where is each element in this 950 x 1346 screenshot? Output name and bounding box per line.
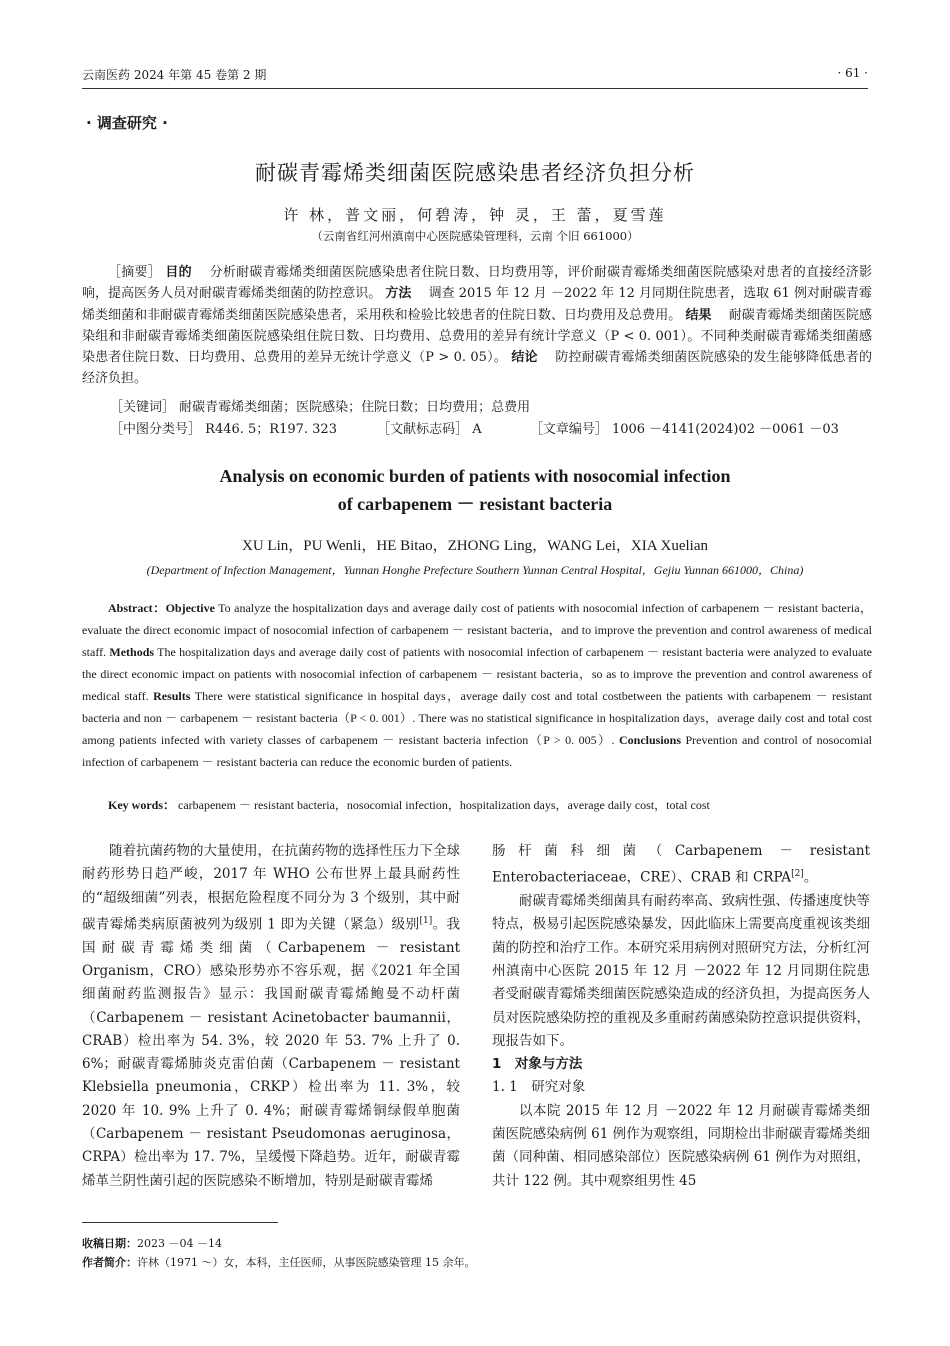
- section-heading-1: 1 对象与方法: [492, 1056, 583, 1073]
- conclusions-label-en: Conclusions: [619, 733, 682, 747]
- title-en-line1: Analysis on economic burden of patients with nosocomial infection: [219, 466, 731, 486]
- doc-code-value: A: [472, 422, 482, 437]
- citation-2[interactable]: [2]: [791, 869, 804, 880]
- author-bio: 许林（1971 ～）女，本科，主任医师，从事医院感染管理 15 余年。: [137, 1256, 476, 1269]
- footnote-received: [82, 1235, 222, 1251]
- article-number-label: ［文章编号］: [529, 422, 608, 437]
- article-number-value: 1006 －4141(2024)02 －0061 －03: [611, 422, 839, 437]
- keywords-cn-label: ［关键词］: [110, 400, 176, 415]
- body-paragraph: 耐碳青霉烯类细菌具有耐药率高、致病性强、传播速度快等特点，极易引起医院感染暴发，因此临床上需要高度重视该类细菌的防控和治疗工作。本研究采用病例对照研究方法，分析红河州滇南中心医院 2015 年 12 月 －2022 年 12 月同期住院患者受耐碳青霉烯类细菌医院感染造成的经济负担，为提高医务人员对医院感染防控的重视及多重耐药菌感染防控意识提供资料，现报告如下。: [492, 893, 870, 1049]
- methods-label-cn: 方法: [385, 286, 412, 302]
- doc-code-label: ［文献标志码］: [377, 422, 469, 437]
- received-date: 2023 －04 －14: [137, 1237, 222, 1250]
- keywords-en: [108, 796, 710, 813]
- methods-cn: 调查 2015 年 12 月 －2022 年 12 月同期住院患者，选取 61 例对耐碳青霉烯类细菌和非耐碳青霉烯类细菌医院感染患者，采用秩和检验比较患者的住院日数、日均费用及总费用。: [82, 286, 872, 323]
- objective-en: To analyze the hospitalization days and average daily cost of patients with nosocomial infection of carbapenem － resistant bacteria，evaluate the direct economic impact of nosocomial infection of carbapenem － resistant bacteria，and to improve the prevention and control awareness of medical staff.: [82, 601, 873, 659]
- results-en: There were statistical significance in hospital days，average daily cost and total costbetween the patients with carbapenem － resistant bacteria and non － carbapenem － resistant bacteria（P < 0. 001）. There was no statistical significance in hospitalization days，average daily cost and total cost among patients infected with variety classes of carbapenem － resistant bacteria infection（P > 0. 005）.: [82, 689, 872, 747]
- author-bio-label: 作者简介：: [82, 1256, 137, 1269]
- conclusions-en: Prevention and control of nosocomial infection of carbapenem － resistant bacteria can reduce the economic burden of patients.: [82, 733, 872, 769]
- conclusion-cn: 防控耐碳青霉烯类细菌医院感染的发生能够降低患者的经济负担。: [82, 350, 872, 387]
- keywords-cn: [110, 396, 530, 415]
- citation-1[interactable]: [1]: [419, 915, 433, 926]
- keywords-cn-text: 耐碳青霉烯类细菌；医院感染；住院日数；日均费用；总费用: [179, 400, 531, 415]
- running-head: [82, 66, 868, 86]
- objective-label-en: Objective: [165, 601, 215, 615]
- clc-value: R446. 5；R197. 323: [205, 422, 337, 437]
- results-label-cn: 结果: [685, 307, 712, 323]
- abstract-cn: [82, 262, 872, 390]
- classification-line: [110, 418, 870, 437]
- section-tag: · 调查研究 ·: [86, 114, 168, 132]
- results-label-en: Results: [153, 689, 191, 703]
- keywords-en-label: Key words：: [108, 798, 175, 812]
- affiliation-en: (Department of Infection Management，Yunnan Honghe Prefecture Southern Yunnan Central Hospital，Gejiu Yunnan 661000，China): [146, 563, 804, 577]
- objective-label-cn: 目的: [165, 265, 192, 280]
- conclusion-label-cn: 结论: [511, 350, 538, 366]
- footnote-rule: [82, 1222, 278, 1223]
- header-rule: [82, 88, 868, 89]
- title-en: [82, 462, 868, 518]
- clc-label: ［中图分类号］: [110, 422, 202, 437]
- page-number: · 61 ·: [837, 66, 868, 80]
- authors-en: XU Lin，PU Wenli，HE Bitao，ZHONG Ling，WANG Lei，XIA Xuelian: [242, 538, 708, 554]
- abstract-cn-label: ［摘要］: [108, 265, 162, 280]
- abstract-en-label: Abstract：: [108, 601, 166, 615]
- title-cn: 耐碳青霉烯类细菌医院感染患者经济负担分析: [255, 161, 695, 185]
- methods-label-en: Methods: [109, 645, 155, 659]
- journal-name: 云南医药 2024 年第 45 卷第 2 期: [82, 68, 267, 82]
- body-column-left: [82, 840, 460, 1193]
- abstract-en: [82, 597, 872, 773]
- subsection-heading-1-1: 1. 1 研究对象: [492, 1079, 586, 1096]
- authors-cn: 许 林，普文丽，何碧涛，钟 灵，王 蕾，夏雪莲: [283, 206, 667, 224]
- body-column-right: [492, 840, 870, 1193]
- keywords-en-text: carbapenem － resistant bacteria，nosocomial infection，hospitalization days，average daily cost，total cost: [178, 798, 710, 812]
- affiliation-cn: （云南省红河州滇南中心医院感染管理科，云南 个旧 661000）: [311, 229, 639, 243]
- methods-en: The hospitalization days and average daily cost of patients with nosocomial infection of carbapenem － resistant bacteria were analyzed to evaluate the direct economic impact on patients with nosocomial infection of carbapenem － resistant bacteria，so as to improve the prevention and control awareness of medical staff.: [82, 645, 872, 703]
- objective-cn: 分析耐碳青霉烯类细菌医院感染患者住院日数、日均费用等，评价耐碳青霉烯类细菌医院感染对患者的直接经济影响，提高医务人员对耐碳青霉烯类细菌的防控意识。: [82, 265, 872, 302]
- body-paragraph-cont: 肠杆菌科细菌（Carbapenem － resistant Enterobacteriaceae，CRE）、CRAB 和 CRPA[2]。: [492, 843, 870, 886]
- title-en-line2: of carbapenem － resistant bacteria: [337, 494, 613, 514]
- received-label: 收稿日期：: [82, 1237, 137, 1250]
- body-paragraph: 随着抗菌药物的大量使用，在抗菌药物的选择性压力下全球耐药形势日趋严峻，2017 年 WHO 公布世界上最具耐药性的“超级细菌”列表，根据危险程度不同分为 3 个级别，其中耐碳青霉烯类病原菌被列为级别 1 即为关键（紧急）级别[1]。我国耐碳青霉烯类细菌（Carbapenem － resistant Organism，CRO）感染形势亦不容乐观，据《2021 年全国细菌耐药监测报告》显示：我国耐碳青霉烯鲍曼不动杆菌（Carbapenem － resistant Acinetobacter baumannii，CRAB）检出率为 54. 3%，较 2020 年 53. 7% 上升了 0. 6%；耐碳青霉烯肺炎克雷伯菌（Carbapenem － resistant Klebsiella pneumonia，CRKP）检出率为 11. 3%，较 2020 年 10. 9% 上升了 0. 4%；耐碳青霉烯铜绿假单胞菌（Carbapenem － resistant Pseudomonas aeruginosa，CRPA）检出率为 17. 7%，呈缓慢下降趋势。近年，耐碳青霉烯革兰阴性菌引起的医院感染不断增加，特别是耐碳青霉烯: [82, 843, 461, 1189]
- body-paragraph: 以本院 2015 年 12 月 －2022 年 12 月耐碳青霉烯类细菌医院感染病例 61 例作为观察组，同期检出非耐碳青霉烯类细菌（同种菌、相同感染部位）医院感染病例 61 例作为对照组，共计 122 例。其中观察组男性 45: [492, 1102, 870, 1189]
- results-cn: 耐碳青霉烯类细菌医院感染组和非耐碳青霉烯类细菌医院感染组住院日数、日均费用、总费用的差异有统计学意义（P < 0. 001）。不同种类耐碳青霉烯类细菌感染患者住院日数、日均费用、总费用的差异无统计学意义（P > 0. 05）。: [82, 307, 872, 366]
- footnote-author: [82, 1254, 475, 1270]
